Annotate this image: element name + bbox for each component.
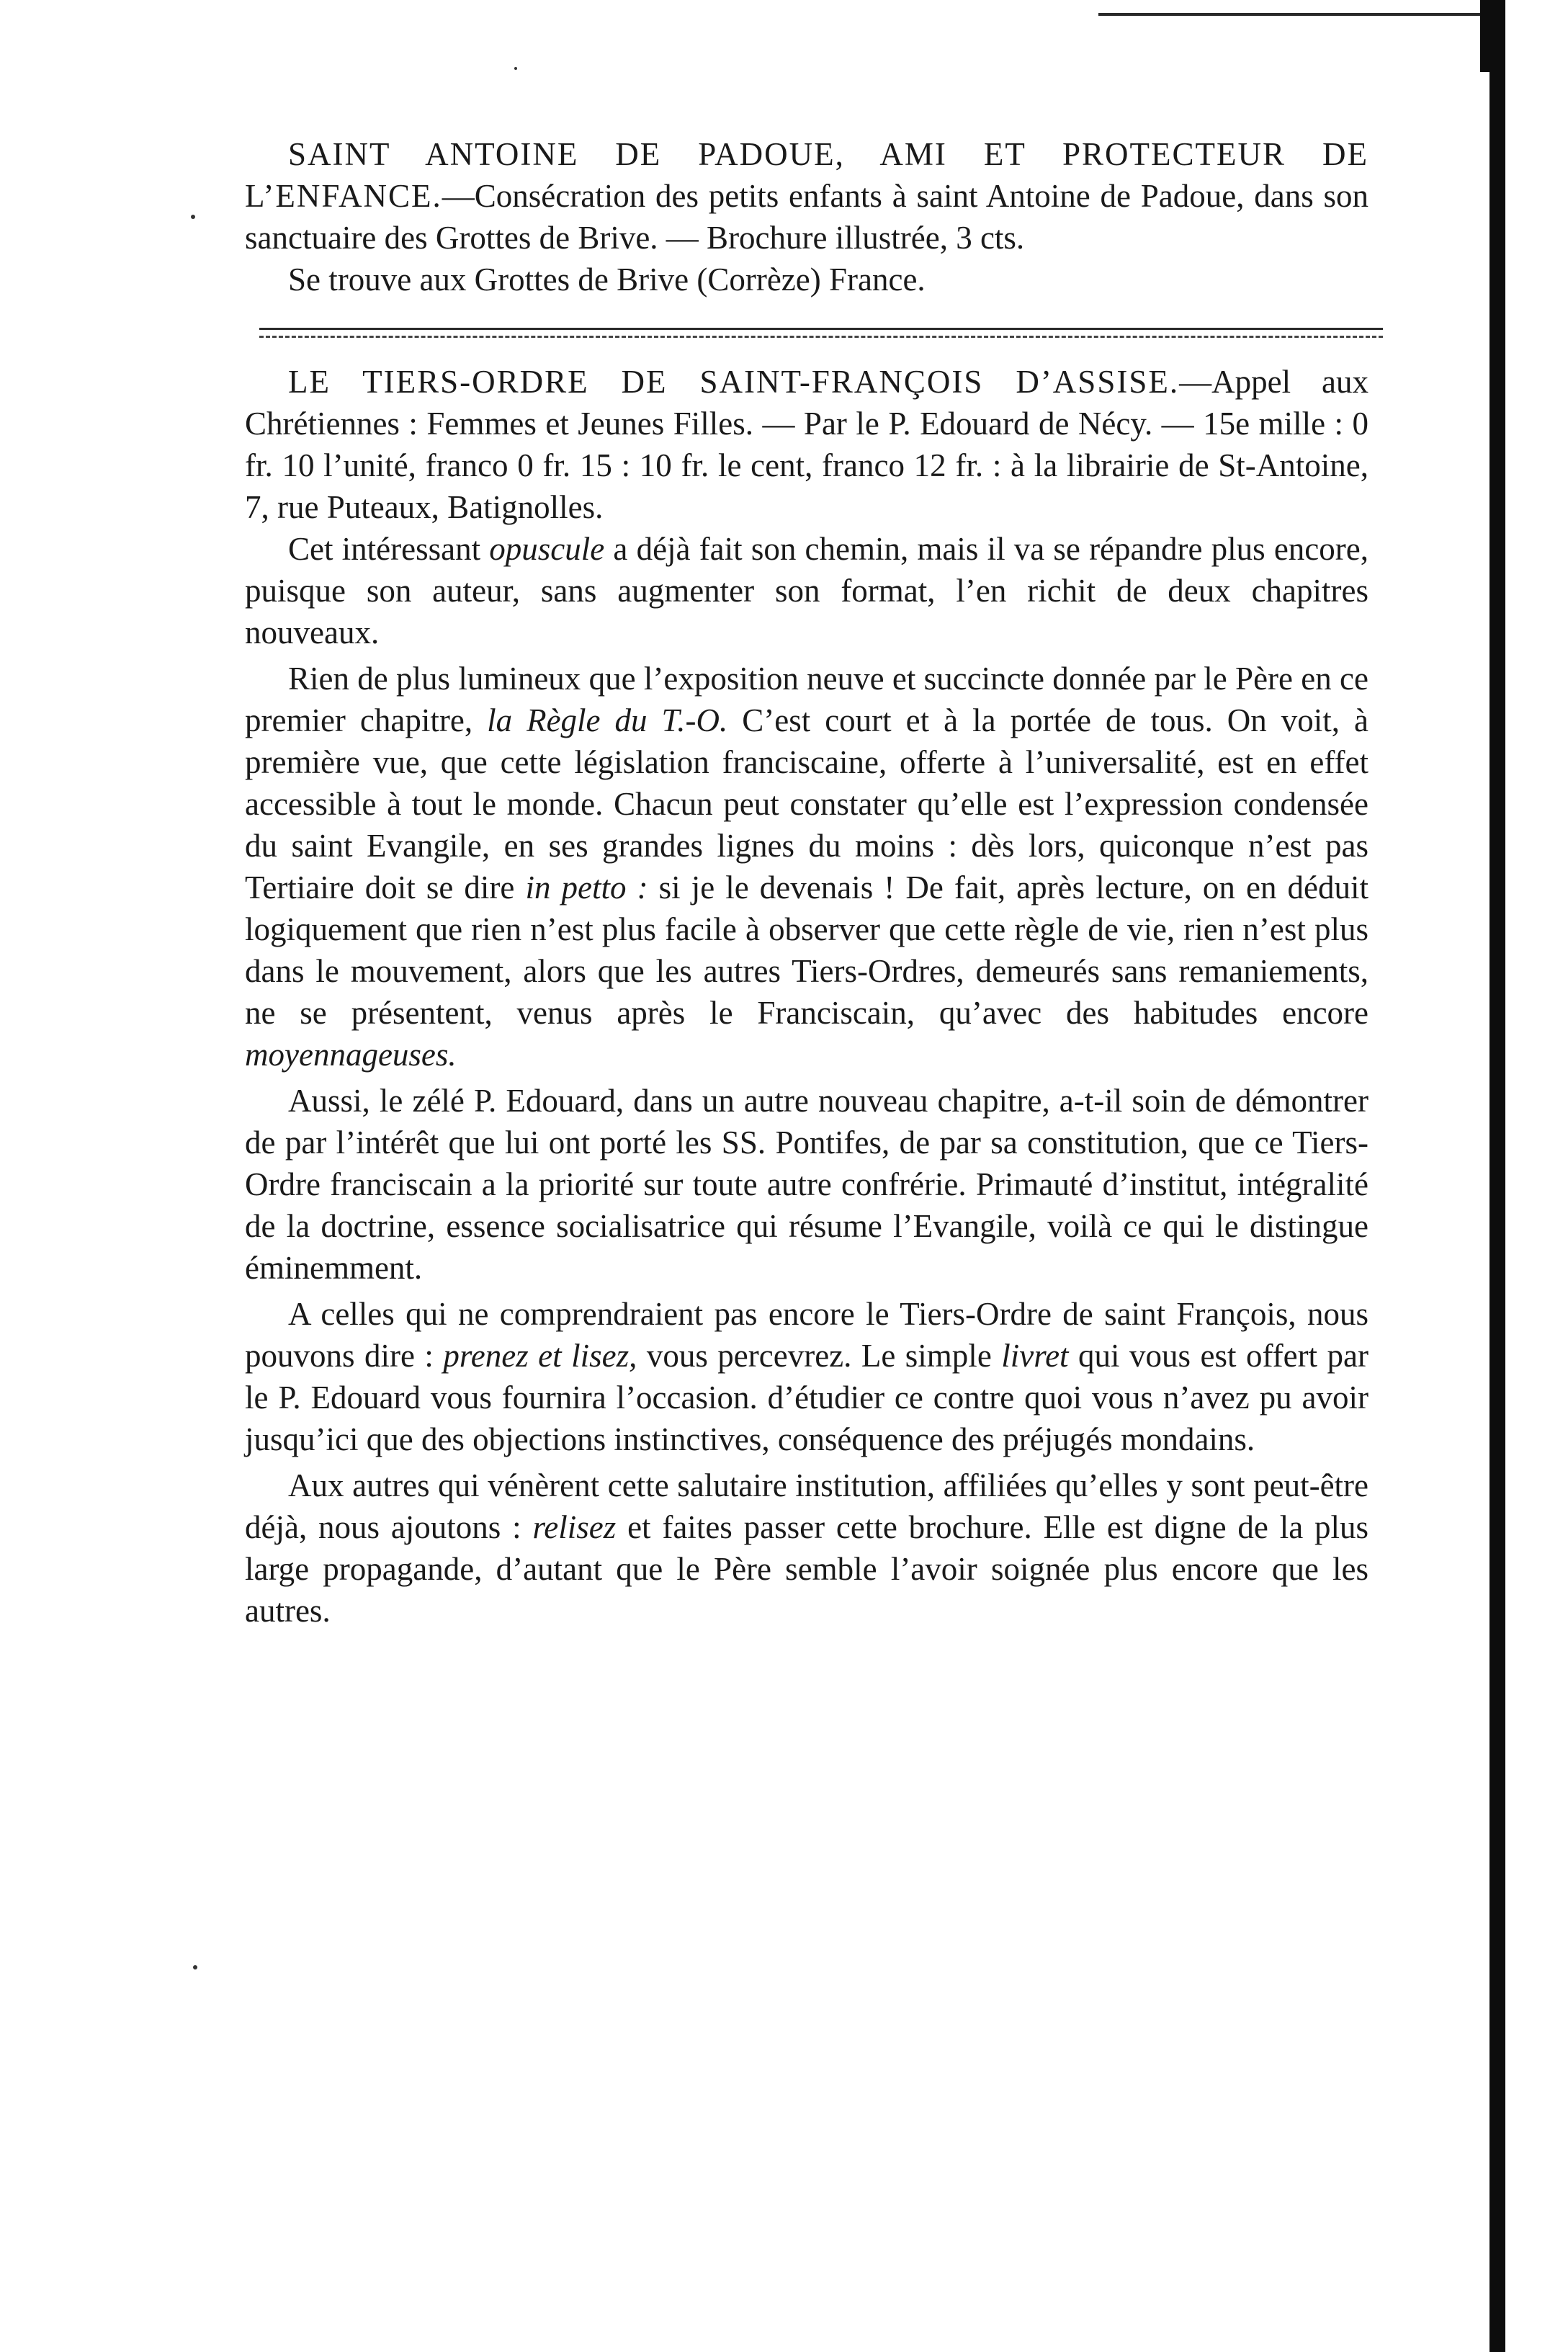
notice-saint-antoine xyxy=(245,133,1368,300)
review-text xyxy=(245,528,1368,1632)
review-paragraph xyxy=(245,528,1368,653)
text-run: et faites passer cette brochure. Elle est digne de la plus large propagande, d’autant que le Père semble l’avoir soignée plus encore que les autres. xyxy=(245,1509,1368,1629)
margin-speck xyxy=(191,215,195,219)
margin-speck xyxy=(193,1965,197,1969)
top-edge-rule xyxy=(1098,13,1502,16)
text-run: C’est court et à la portée de tous. On voit, à première vue, que cette législation franciscaine, offerte à l’universalité, est en effet accessible à tout le monde. Chacun peut constater qu’elle est l’expression condensée du saint Evangile, en ses grandes lignes du moins : dès lors, quiconque n’est pas Tertiaire doit se dire xyxy=(245,702,1368,906)
section-separator xyxy=(259,328,1383,338)
text-run: Rien de plus lumineux que l’exposition neuve et succincte donnée par le Père en ce premier chapitre, xyxy=(245,661,1368,738)
text-run: Cet intéressant xyxy=(288,531,490,567)
review-paragraph: Aussi, le zélé P. Edouard, dans un autre nouveau chapitre, a-t-il soin de démontrer de par l’intérêt que lui ont porté les SS. Pontifes, de par sa constitution, que ce Tiers-Ordre franciscain a la priorité sur toute autre confrérie. Primauté d’institut, intégralité de la doctrine, essence socialisatrice qui résume l’Evangile, voilà ce qui le distingue éminemment. xyxy=(245,1083,1368,1286)
italic-run: livret xyxy=(1001,1338,1069,1374)
review-paragraph xyxy=(245,1293,1368,1460)
italic-run: relisez xyxy=(532,1509,617,1545)
margin-speck xyxy=(514,67,517,70)
notice-paragraph xyxy=(245,361,1368,528)
text-run: A celles qui ne comprendraient pas encore le Tiers-Ordre de saint François, nous pouvons dire : xyxy=(245,1296,1368,1374)
text-run: a déjà fait son chemin, mais il va se répandre plus encore, puisque son auteur, sans augmenter son format, l’en richit de deux chapitres nouveaux. xyxy=(245,531,1368,650)
page-body xyxy=(245,133,1368,1636)
notice-body: —Appel aux Chrétiennes : Femmes et Jeunes Filles. — Par le P. Edouard de Nécy. — 15e mille : 0 fr. 10 l’unité, franco 0 fr. 15 : 10 fr. le cent, franco 12 fr. : à la librairie de St-Antoine, 7, rue Puteaux, Batignolles. xyxy=(245,364,1368,525)
notice-location: Se trouve aux Grottes de Brive (Corrèze) France. xyxy=(288,261,926,298)
separator-line xyxy=(259,328,1383,330)
page-right-edge-shadow xyxy=(1489,0,1505,2352)
text-run: qui vous est offert par le P. Edouard vous fournira l’occasion. d’étudier ce contre quoi vous n’avez pu avoir jusqu’ici que des objections instinctives, conséquence des préjugés mondains. xyxy=(245,1338,1368,1457)
text-run: Aux autres qui vénèrent cette salutaire institution, affiliées qu’elles y sont peut-être déjà, nous ajoutons : xyxy=(245,1467,1368,1545)
separator-line xyxy=(259,336,1383,338)
italic-run: opuscule xyxy=(489,531,605,567)
italic-run: la Règle du T.-O. xyxy=(487,702,728,738)
review-paragraph xyxy=(245,658,1368,1076)
notice-body: —Consécration des petits enfants à saint Antoine de Padoue, dans son sanctuaire des Grottes de Brive. — Brochure illustrée, 3 cts. xyxy=(245,178,1368,256)
review-paragraph xyxy=(245,1465,1368,1632)
notice-heading: LE TIERS-ORDRE DE SAINT-FRANÇOIS D’ASSISE. xyxy=(288,364,1180,400)
notice-paragraph xyxy=(245,133,1368,259)
italic-run: prenez et lisez, xyxy=(443,1338,637,1374)
text-run: si je le devenais ! De fait, après lecture, on en déduit logiquement que rien n’est plus facile à observer que cette règle de vie, rien n’est plus dans le mouvement, alors que les autres Tiers-Ordres, demeurés sans remaniements, ne se présentent, venus après le Franciscain, qu’avec des habitudes encore xyxy=(245,869,1369,1031)
text-run: vous percevrez. Le simple xyxy=(637,1338,1002,1374)
italic-run: moyennageuses. xyxy=(245,1037,457,1073)
notice-heading: SAINT ANTOINE DE PADOUE, AMI ET PROTECTEUR DE L’ENFANCE. xyxy=(245,136,1368,214)
notice-tiers-ordre xyxy=(245,361,1368,528)
page-corner-shadow xyxy=(1480,0,1505,72)
italic-run: in petto : xyxy=(525,869,648,906)
